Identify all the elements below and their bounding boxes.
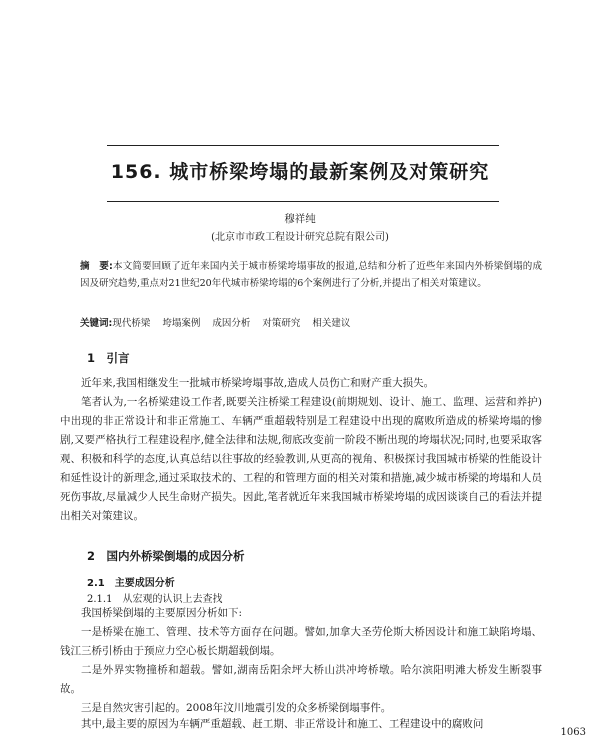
section-heading: 1 引言: [87, 351, 130, 365]
author-affiliation: (北京市市政工程设计研究总院有限公司): [211, 232, 389, 243]
body-paragraph: 其中,最主要的原因为车辆严重超载、赶工期、非正常设计和施工、工程建设中的腐败问: [81, 718, 484, 730]
top-rule: [107, 145, 499, 146]
keyword: 垮塌案例: [162, 318, 201, 329]
paper-title: 156. 城市桥梁垮塌的最新案例及对策研究: [110, 161, 490, 183]
keyword: 成因分析: [212, 318, 251, 329]
section-heading: 2 国内外桥梁倒塌的成因分析: [87, 549, 245, 563]
page-number: 1063: [560, 727, 586, 738]
abstract-label: 摘 要:: [80, 261, 113, 272]
keyword: 对策研究: [262, 318, 301, 329]
author-name: 穆祥纯: [284, 213, 316, 225]
body-paragraph: 一是桥梁在施工、管理、技术等方面存在问题。譬如,加拿大圣劳伦斯大桥因设计和施工缺陷垮塌、钱江三桥引桥由于预应力空心板长期超载倒塌。: [60, 626, 542, 657]
body-paragraph: 近年来,我国相继发生一批城市桥梁垮塌事故,造成人员伤亡和财产重大损失。: [81, 377, 435, 389]
keywords-label: 关键词:: [80, 318, 113, 329]
body-paragraph: 二是外界实物撞桥和超载。譬如,湖南岳阳余坪大桥山洪冲垮桥墩。哈尔滨阳明滩大桥发生断裂事故。: [60, 664, 542, 695]
title-rule: [107, 201, 499, 202]
keyword: 现代桥梁: [112, 318, 151, 329]
body-paragraph: 笔者认为,一名桥梁建设工作者,既要关注桥梁工程建设(前期规划、设计、施工、监理、运营和养护)中出现的非正常设计和非正常施工、车辆严重超载特别是工程建设中出现的腐败所造成的桥梁垮塌的惨剧,又要严格执行工程建设程序,健全法律和法规,彻底改变前一阶段不断出现的垮塌状况;同时,也要采取客观、积极和科学的态度,认真总结以往事故的经验教训,从更高的视角、积极探讨我国城市桥梁的性能设计和延性设计的新理念,通过采取技术的、工程的和管理方面的相关对策和措施,减少城市桥梁的垮塌和人员死伤事故,尽量减少人民生命财产损失。因此,笔者就近年来我国城市桥梁垮塌的成因谈谈自己的看法并提出相关对策建议。: [60, 396, 542, 522]
body-paragraph: 三是自然灾害引起的。2008年汶川地震引发的众多桥梁倒塌事件。: [81, 702, 392, 714]
abstract: [80, 258, 542, 292]
keyword: 相关建议: [312, 318, 351, 329]
abstract-text: 本文简要回顾了近年来国内关于城市桥梁垮塌事故的报道,总结和分析了近些年来国内外桥梁倒塌的成因及研究趋势,重点对21世纪20年代城市桥梁垮塌的6个案例进行了分析,并提出了相关对策建议。: [80, 261, 542, 289]
body-paragraph: 我国桥梁倒塌的主要原因分析如下:: [81, 607, 243, 619]
subsubsection-heading: 2.1.1 从宏观的认识上去查找: [87, 594, 223, 605]
subsection-heading: 2.1 主要成因分析: [87, 578, 175, 589]
keywords: [80, 315, 362, 329]
